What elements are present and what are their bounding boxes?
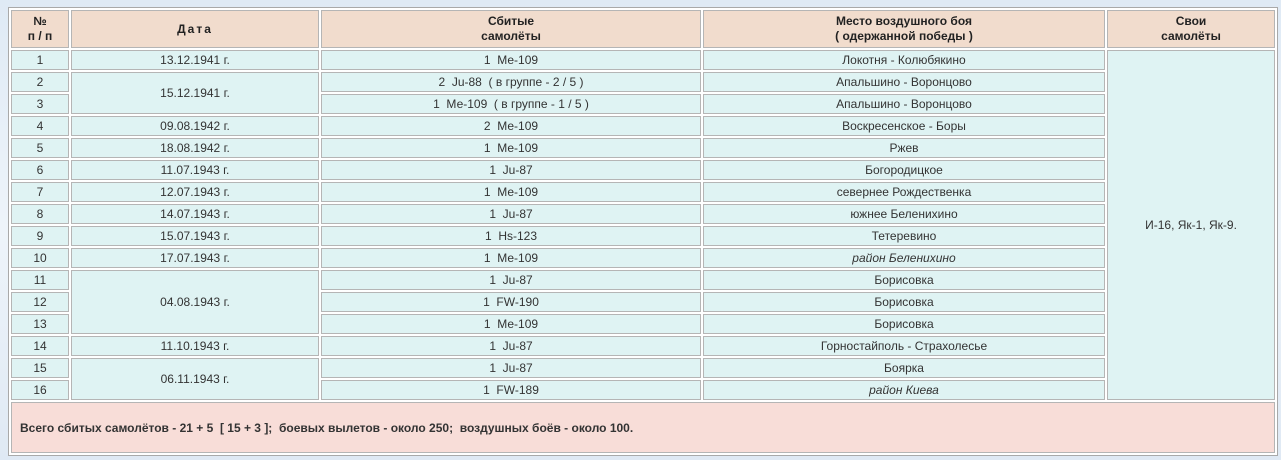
row-shot: 1 Hs-123 [321,226,701,246]
row-shot: 1 Ме-109 [321,182,701,202]
row-num: 15 [11,358,69,378]
row-num: 5 [11,138,69,158]
table-row [11,182,1275,202]
row-shot: 1 FW-189 [321,380,701,400]
table-row [11,138,1275,158]
row-num: 14 [11,336,69,356]
row-place: Апальшино - Воронцово [703,94,1105,114]
row-place: Локотня - Колюбякино [703,50,1105,70]
header-shot [321,10,701,48]
table-row [11,358,1275,378]
row-shot: 2 Ме-109 [321,116,701,136]
table-row [11,226,1275,246]
row-num: 8 [11,204,69,224]
row-place: Апальшино - Воронцово [703,72,1105,92]
row-place: Тетеревино [703,226,1105,246]
header-place [703,10,1105,48]
row-date: 13.12.1941 г. [71,50,319,70]
row-date: 18.08.1942 г. [71,138,319,158]
row-num: 10 [11,248,69,268]
row-shot: 2 Ju-88 ( в группе - 2 / 5 ) [321,72,701,92]
header-num [11,10,69,48]
row-num: 9 [11,226,69,246]
header-num-line1: № [33,14,47,28]
row-date: 04.08.1943 г. [71,270,319,334]
row-shot: 1 FW-190 [321,292,701,312]
row-place: район Киева [703,380,1105,400]
header-shot-line1: Сбитые [487,14,535,28]
header-place-line2: ( одержанной победы ) [835,29,973,43]
summary-row [11,402,1275,453]
row-shot: 1 Ju-87 [321,336,701,356]
row-place: Горностайполь - Страхолесье [703,336,1105,356]
row-num: 1 [11,50,69,70]
header-num-line2: п / п [27,29,53,43]
row-shot: 1 Ме-109 [321,314,701,334]
table-row [11,160,1275,180]
row-num: 13 [11,314,69,334]
row-shot: 1 Ju-87 [321,204,701,224]
row-date: 12.07.1943 г. [71,182,319,202]
row-shot: 1 Ме-109 ( в группе - 1 / 5 ) [321,94,701,114]
row-date: 11.07.1943 г. [71,160,319,180]
row-num: 6 [11,160,69,180]
row-date: 15.07.1943 г. [71,226,319,246]
own-planes-cell: И-16, Як-1, Як-9. [1107,50,1275,400]
row-shot: 1 Ме-109 [321,248,701,268]
row-date: 11.10.1943 г. [71,336,319,356]
row-date: 06.11.1943 г. [71,358,319,400]
row-num: 7 [11,182,69,202]
row-shot: 1 Ju-87 [321,160,701,180]
row-date: 15.12.1941 г. [71,72,319,114]
row-shot: 1 Ju-87 [321,270,701,290]
table-row [11,270,1275,290]
table-row [11,336,1275,356]
row-date: 14.07.1943 г. [71,204,319,224]
row-num: 3 [11,94,69,114]
row-date: 09.08.1942 г. [71,116,319,136]
table-row [11,72,1275,92]
row-place: севернее Рождественка [703,182,1105,202]
row-place: район Беленихино [703,248,1105,268]
row-place: Боярка [703,358,1105,378]
header-date: Дата [71,10,319,48]
row-place: Борисовка [703,292,1105,312]
row-place: южнее Беленихино [703,204,1105,224]
table-row [11,116,1275,136]
row-place: Ржев [703,138,1105,158]
row-shot: 1 Ме-109 [321,138,701,158]
row-num: 16 [11,380,69,400]
victories-table [8,7,1278,456]
header-own-line1: Свои [1175,14,1207,28]
summary-text: Всего сбитых самолётов - 21 + 5 [ 15 + 3 ]; боевых вылетов - около 250; воздушных боёв - около 100. [11,402,1275,453]
header-shot-line2: самолёты [481,29,541,43]
row-place: Богородицкое [703,160,1105,180]
row-place: Борисовка [703,270,1105,290]
table-row [11,204,1275,224]
table-row [11,50,1275,70]
row-shot: 1 Ju-87 [321,358,701,378]
row-num: 12 [11,292,69,312]
row-num: 2 [11,72,69,92]
table-row [11,248,1275,268]
row-num: 11 [11,270,69,290]
row-place: Борисовка [703,314,1105,334]
row-num: 4 [11,116,69,136]
row-place: Воскресенское - Боры [703,116,1105,136]
header-own-line2: самолёты [1161,29,1221,43]
row-date: 17.07.1943 г. [71,248,319,268]
header-row [11,10,1275,48]
header-own [1107,10,1275,48]
row-shot: 1 Ме-109 [321,50,701,70]
header-place-line1: Место воздушного боя [835,14,973,28]
